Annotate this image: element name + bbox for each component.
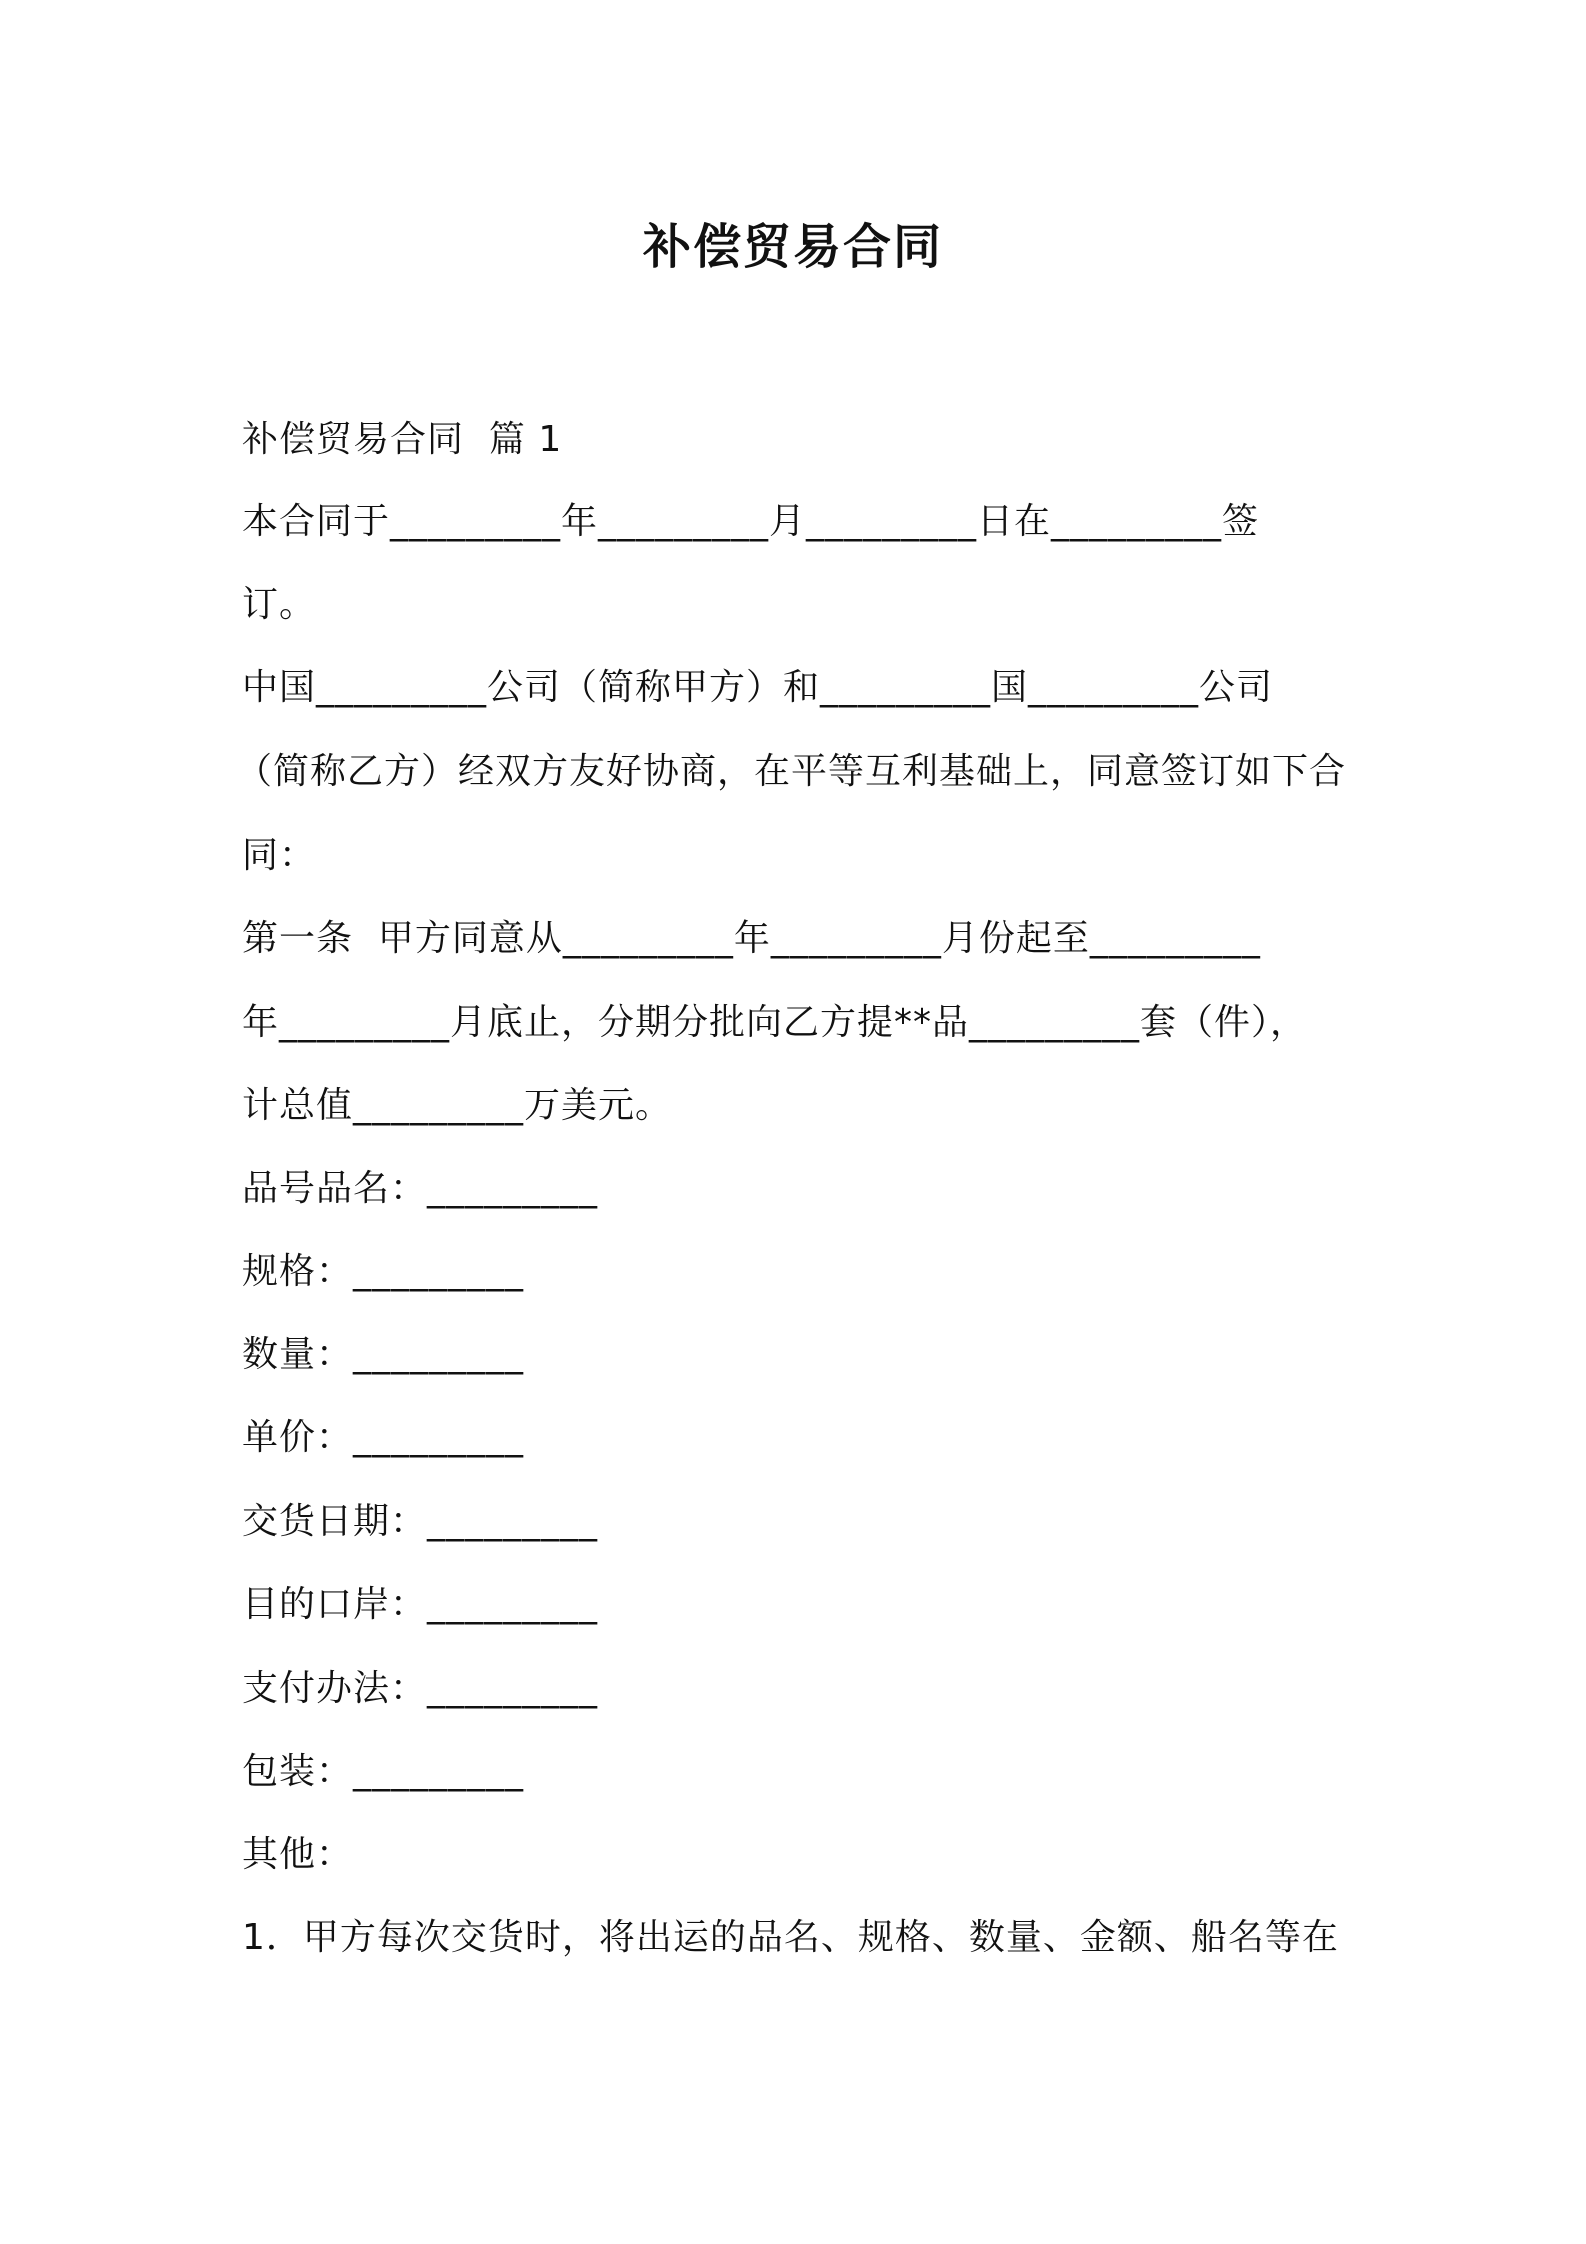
- field-packaging: 包装：_________: [242, 1751, 525, 1792]
- clause-line: 年_________月底止，分期分批向乙方提**品_________套（件），: [242, 1002, 1308, 1043]
- field-product-name: 品号品名：_________: [242, 1168, 599, 1209]
- field-delivery-date: 交货日期：_________: [242, 1501, 599, 1542]
- document-title: 补偿贸易合同: [642, 219, 943, 275]
- paragraph-line: 中国_________公司（简称甲方）和_________国_________公司: [242, 667, 1274, 708]
- field-destination-port: 目的口岸：_________: [242, 1584, 599, 1625]
- field-payment-method: 支付办法：_________: [242, 1668, 599, 1709]
- field-unit-price: 单价：_________: [242, 1417, 525, 1458]
- field-specification: 规格：_________: [242, 1251, 525, 1292]
- clause-line: 第一条 甲方同意从_________年_________月份起至_________: [242, 918, 1261, 959]
- section-heading: 补偿贸易合同 篇 1: [242, 419, 563, 460]
- numbered-item: 1．甲方每次交货时，将出运的品名、规格、数量、金额、船名等在: [242, 1917, 1339, 1958]
- clause-line: 计总值_________万美元。: [242, 1085, 673, 1126]
- paragraph-line: 订。: [242, 584, 317, 625]
- paragraph-line: （简称乙方）经双方友好协商，在平等互利基础上，同意签订如下合: [236, 751, 1347, 792]
- field-quantity: 数量：_________: [242, 1334, 525, 1375]
- paragraph-line: 同：: [242, 835, 317, 876]
- field-other: 其他：: [242, 1834, 354, 1875]
- paragraph-line: 本合同于_________年_________月_________日在_________签: [242, 501, 1260, 542]
